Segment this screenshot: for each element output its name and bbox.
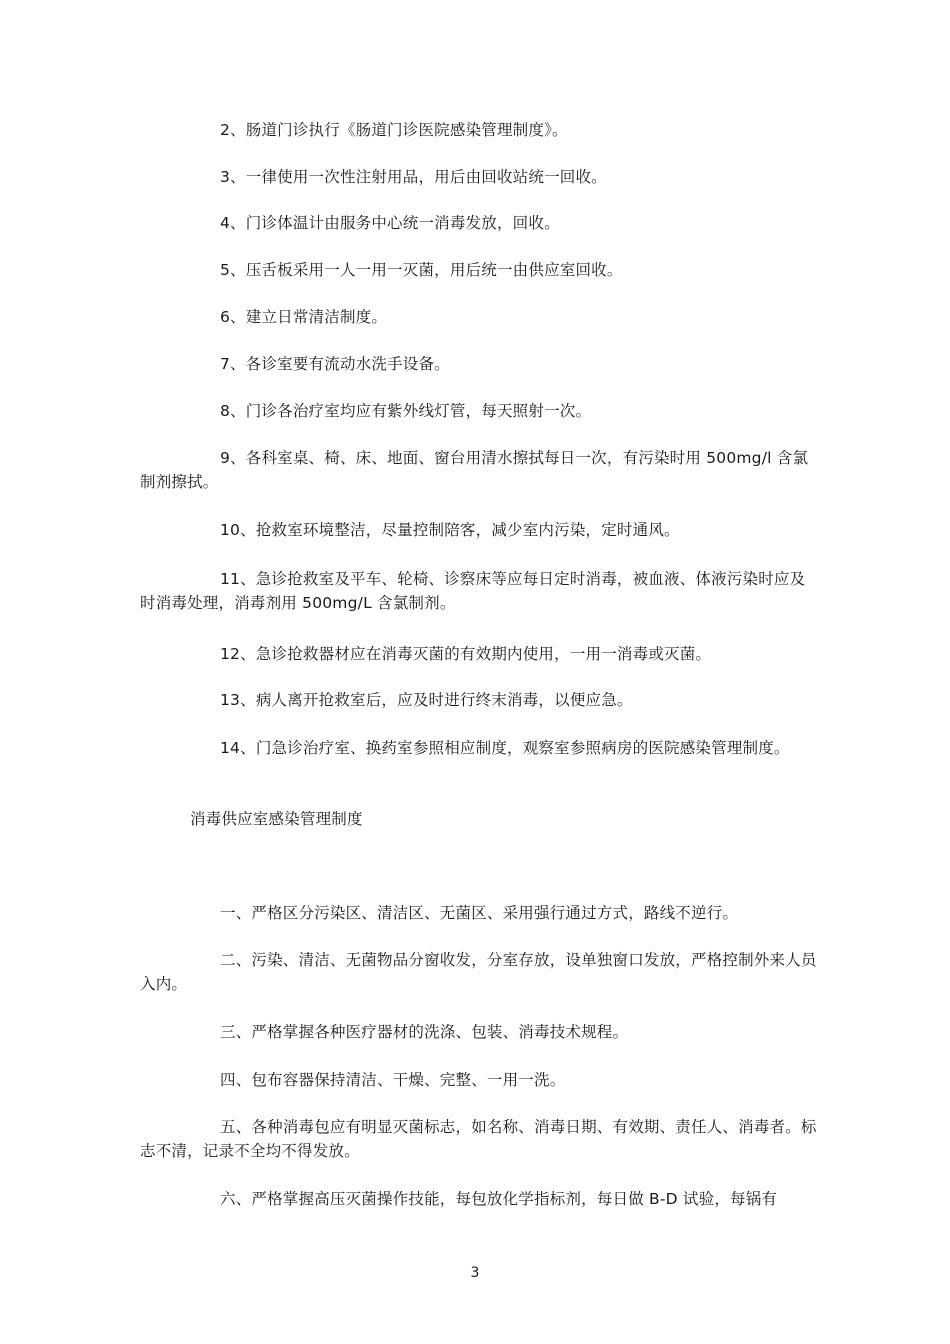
paragraph-clause-5: 五、各种消毒包应有明显灭菌标志，如名称、消毒日期、有效期、责任人、消毒者。标志不清，记录不全均不得发放。 (140, 1118, 817, 1160)
paragraph-item-11: 11、急诊抢救室及平车、轮椅、诊察床等应每日定时消毒，被血液、体液污染时应及时消毒处理，消毒剂用 500mg/L 含氯制剂。 (140, 570, 806, 612)
paragraph-item-2: 2、肠道门诊执行《肠道门诊医院感染管理制度》。 (220, 121, 568, 139)
paragraph-item-14: 14、门急诊治疗室、换药室参照相应制度，观察室参照病房的医院感染管理制度。 (220, 739, 790, 757)
paragraph-clause-6: 六、严格掌握高压灭菌操作技能，每包放化学指标剂，每日做 B-D 试验，每锅有 (220, 1190, 778, 1208)
paragraph-item-13: 13、病人离开抢救室后，应及时进行终末消毒，以便应急。 (220, 691, 633, 709)
paragraph-item-4: 4、门诊体温计由服务中心统一消毒发放，回收。 (220, 214, 560, 232)
paragraph-item-6: 6、建立日常清洁制度。 (220, 308, 388, 326)
paragraph-clause-2: 二、污染、清洁、无菌物品分窗收发，分室存放，设单独窗口发放，严格控制外来人员入内。 (140, 951, 817, 993)
paragraph-clause-1: 一、严格区分污染区、清洁区、无菌区、采用强行通过方式，路线不逆行。 (220, 904, 739, 922)
paragraph-item-7: 7、各诊室要有流动水洗手设备。 (220, 355, 450, 373)
paragraph-item-9: 9、各科室桌、椅、床、地面、窗台用清水擦拭每日一次，有污染时用 500mg/l 含氯制剂擦拭。 (140, 449, 809, 491)
section-heading: 消毒供应室感染管理制度 (190, 810, 363, 828)
paragraph-clause-4: 四、包布容器保持清洁、干燥、完整、一用一洗。 (220, 1071, 566, 1089)
page-number: 3 (470, 1265, 480, 1281)
paragraph-item-5: 5、压舌板采用一人一用一灭菌，用后统一由供应室回收。 (220, 261, 623, 279)
paragraph-clause-3: 三、严格掌握各种医疗器材的洗涤、包装、消毒技术规程。 (220, 1023, 629, 1041)
paragraph-item-8: 8、门诊各治疗室均应有紫外线灯管，每天照射一次。 (220, 402, 592, 420)
paragraph-item-12: 12、急诊抢救器材应在消毒灭菌的有效期内使用，一用一消毒或灭菌。 (220, 645, 712, 663)
paragraph-item-3: 3、一律使用一次性注射用品，用后由回收站统一回收。 (220, 168, 607, 186)
paragraph-item-10: 10、抢救室环境整洁，尽量控制陪客，减少室内污染，定时通风。 (220, 521, 680, 539)
